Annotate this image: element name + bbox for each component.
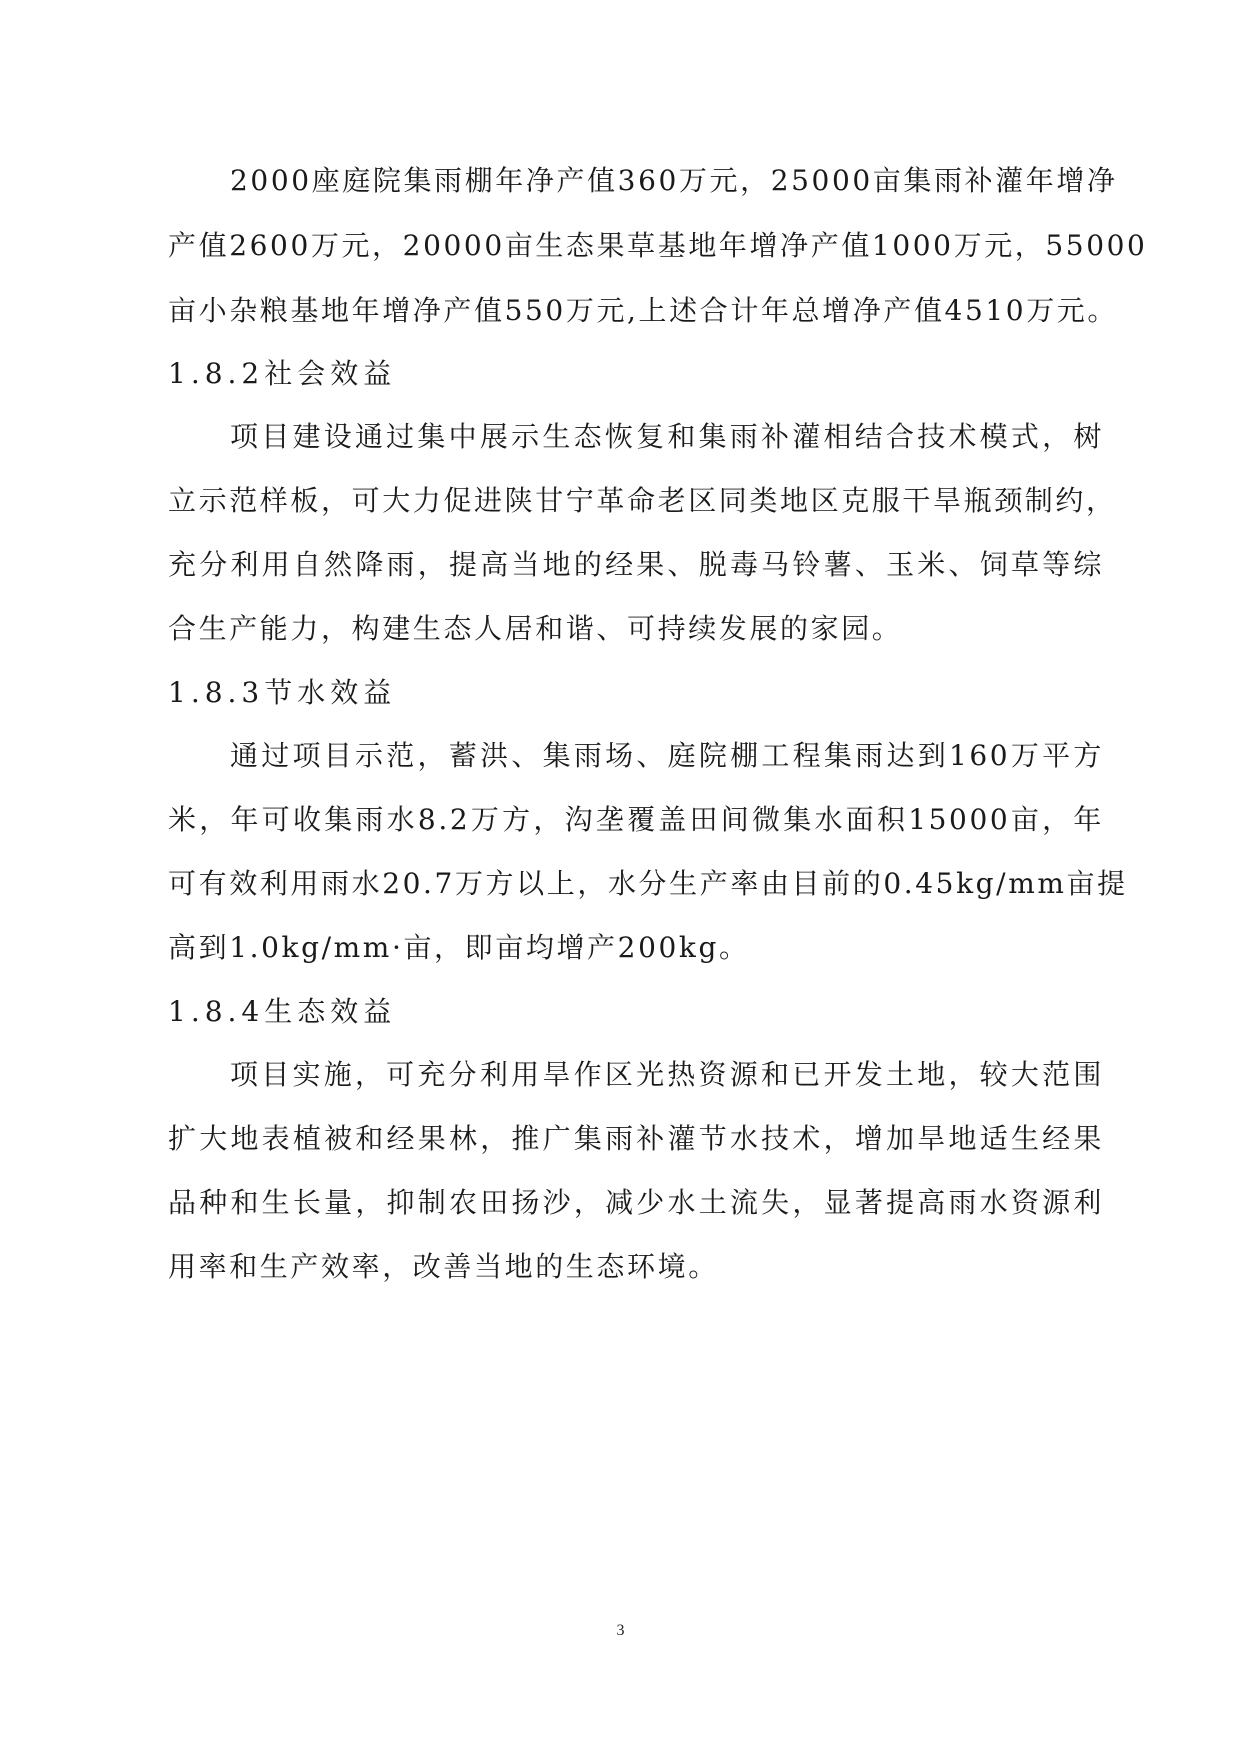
page-number: 3 [616, 1622, 625, 1639]
paragraph-line: 品种和生长量，抑制农田扬沙，减少水土流失，显著提高雨水资源利 [168, 1186, 1104, 1219]
paragraph-line: 产值2600万元，20000亩生态果草基地年增净产值1000万元，55000 [168, 229, 1148, 262]
paragraph-line: 亩小杂粮基地年增净产值550万元,上述合计年总增净产值4510万元。 [168, 294, 1119, 327]
paragraph-line: 合生产能力，构建生态人居和谐、可持续发展的家园。 [168, 612, 903, 645]
paragraph-line: 扩大地表植被和经果林，推广集雨补灌节水技术，增加旱地适生经果 [168, 1122, 1104, 1155]
paragraph-line: 用率和生产效率，改善当地的生态环境。 [168, 1250, 719, 1283]
paragraph-line: 充分利用自然降雨，提高当地的经果、脱毒马铃薯、玉米、饲草等综 [168, 548, 1104, 581]
paragraph-line: 高到1.0kg/mm·亩，即亩均增产200kg。 [168, 931, 750, 964]
section-heading-1-8-4: 1.8.4生态效益 [168, 995, 397, 1028]
section-heading-1-8-3: 1.8.3节水效益 [168, 676, 397, 709]
paragraph-line: 立示范样板，可大力促进陕甘宁革命老区同类地区克服干旱瓶颈制约， [168, 484, 1117, 517]
paragraph-line: 项目实施，可充分利用旱作区光热资源和已开发土地，较大范围 [230, 1058, 1104, 1091]
section-heading-1-8-2: 1.8.2社会效益 [168, 357, 397, 390]
paragraph-line: 通过项目示范，蓄洪、集雨场、庭院棚工程集雨达到160万平方 [230, 739, 1104, 772]
paragraph-line: 2000座庭院集雨棚年净产值360万元，25000亩集雨补灌年增净 [230, 164, 1118, 197]
paragraph-line: 可有效利用雨水20.7万方以上，水分生产率由目前的0.45kg/mm亩提 [168, 867, 1128, 900]
paragraph-line: 项目建设通过集中展示生态恢复和集雨补灌相结合技术模式，树 [230, 420, 1104, 453]
paragraph-line: 米，年可收集雨水8.2万方，沟垄覆盖田间微集水面积15000亩，年 [168, 803, 1104, 836]
